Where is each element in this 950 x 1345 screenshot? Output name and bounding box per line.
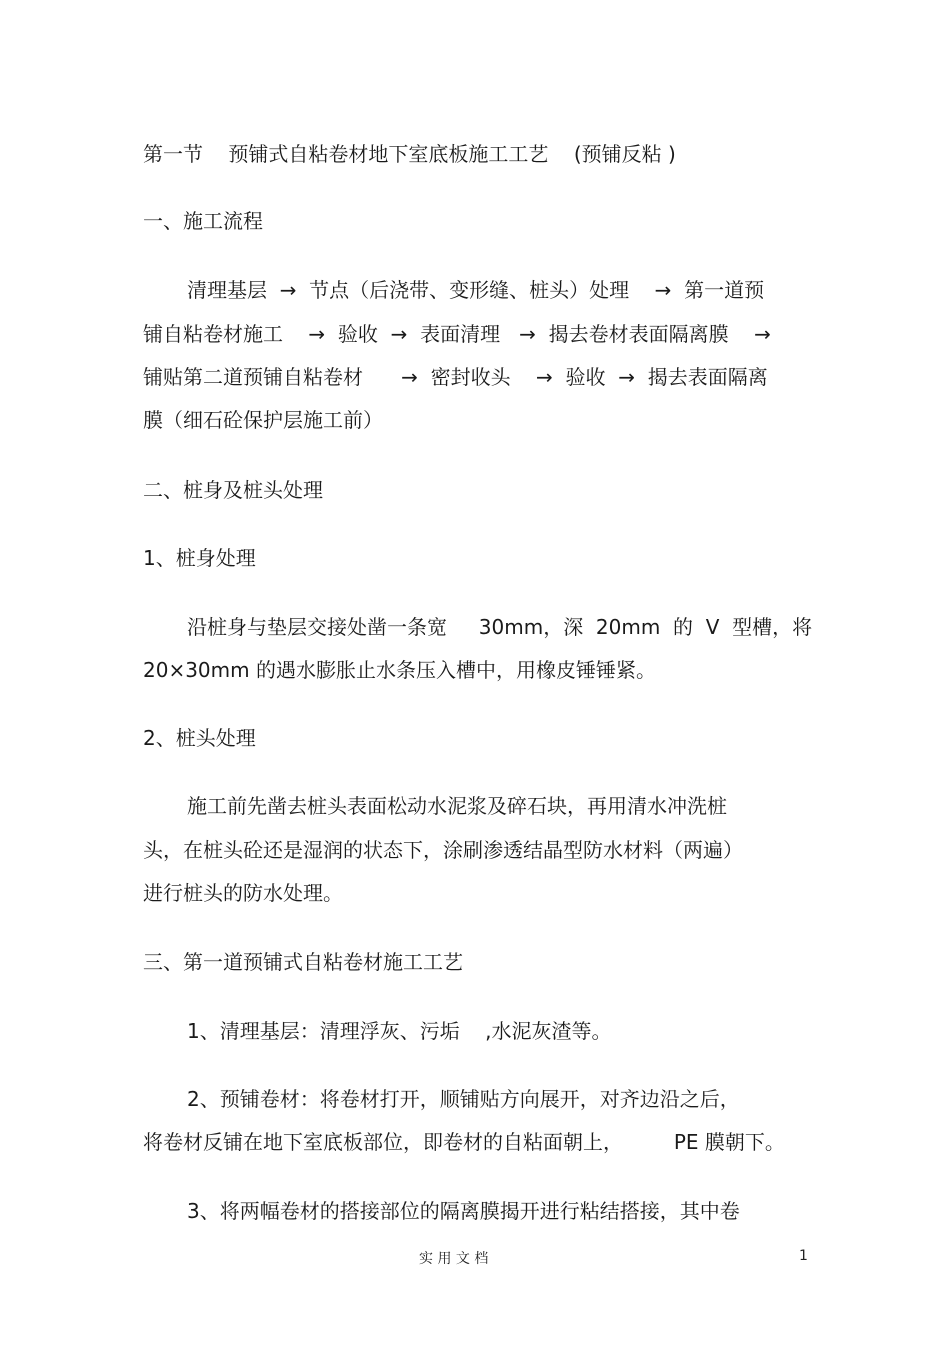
paragraph-line: 清理基层 → 节点（后浇带、变形缝、桩头）处理 → 第一道预 (187, 278, 765, 302)
paragraph-line: 头，在桩头砼还是湿润的状态下，涂刷渗透结晶型防水材料（两遍） (143, 838, 743, 862)
section-title: 第一节 预铺式自粘卷材地下室底板施工工艺 (预铺反粘 ) (143, 142, 676, 166)
paragraph-line: 20×30mm 的遇水膨胀止水条压入槽中，用橡皮锤锤紧。 (143, 658, 656, 682)
list-item: 3、将两幅卷材的搭接部位的隔离膜揭开进行粘结搭接，其中卷 (187, 1199, 740, 1223)
paragraph-line: 膜（细石砼保护层施工前） (143, 408, 383, 432)
page-number: 1 (799, 1248, 808, 1264)
heading-first-layer-process: 三、第一道预铺式自粘卷材施工工艺 (143, 950, 463, 974)
paragraph-line: 沿桩身与垫层交接处凿一条宽 30mm，深 20mm 的 V 型槽，将 (187, 615, 813, 639)
subheading-pile-body: 1、桩身处理 (143, 546, 256, 570)
paragraph-line: 进行桩头的防水处理。 (143, 881, 343, 905)
heading-pile-treatment: 二、桩身及桩头处理 (143, 478, 323, 502)
footer-label: 实 用 文 档 (419, 1251, 489, 1267)
paragraph-line: 铺自粘卷材施工 → 验收 → 表面清理 → 揭去卷材表面隔离膜 → (143, 322, 771, 346)
paragraph-line: 施工前先凿去桩头表面松动水泥浆及碎石块，再用清水冲洗桩 (187, 794, 727, 818)
heading-construction-flow: 一、施工流程 (143, 209, 263, 233)
subheading-pile-head: 2、桩头处理 (143, 726, 256, 750)
list-item-continuation: 将卷材反铺在地下室底板部位，即卷材的自粘面朝上， PE 膜朝下。 (143, 1130, 785, 1154)
paragraph-line: 铺贴第二道预铺自粘卷材 → 密封收头 → 验收 → 揭去表面隔离 (143, 365, 768, 389)
list-item: 2、预铺卷材：将卷材打开，顺铺贴方向展开，对齐边沿之后， (187, 1087, 740, 1111)
list-item: 1、清理基层：清理浮灰、污垢 ,水泥灰渣等。 (187, 1019, 612, 1043)
